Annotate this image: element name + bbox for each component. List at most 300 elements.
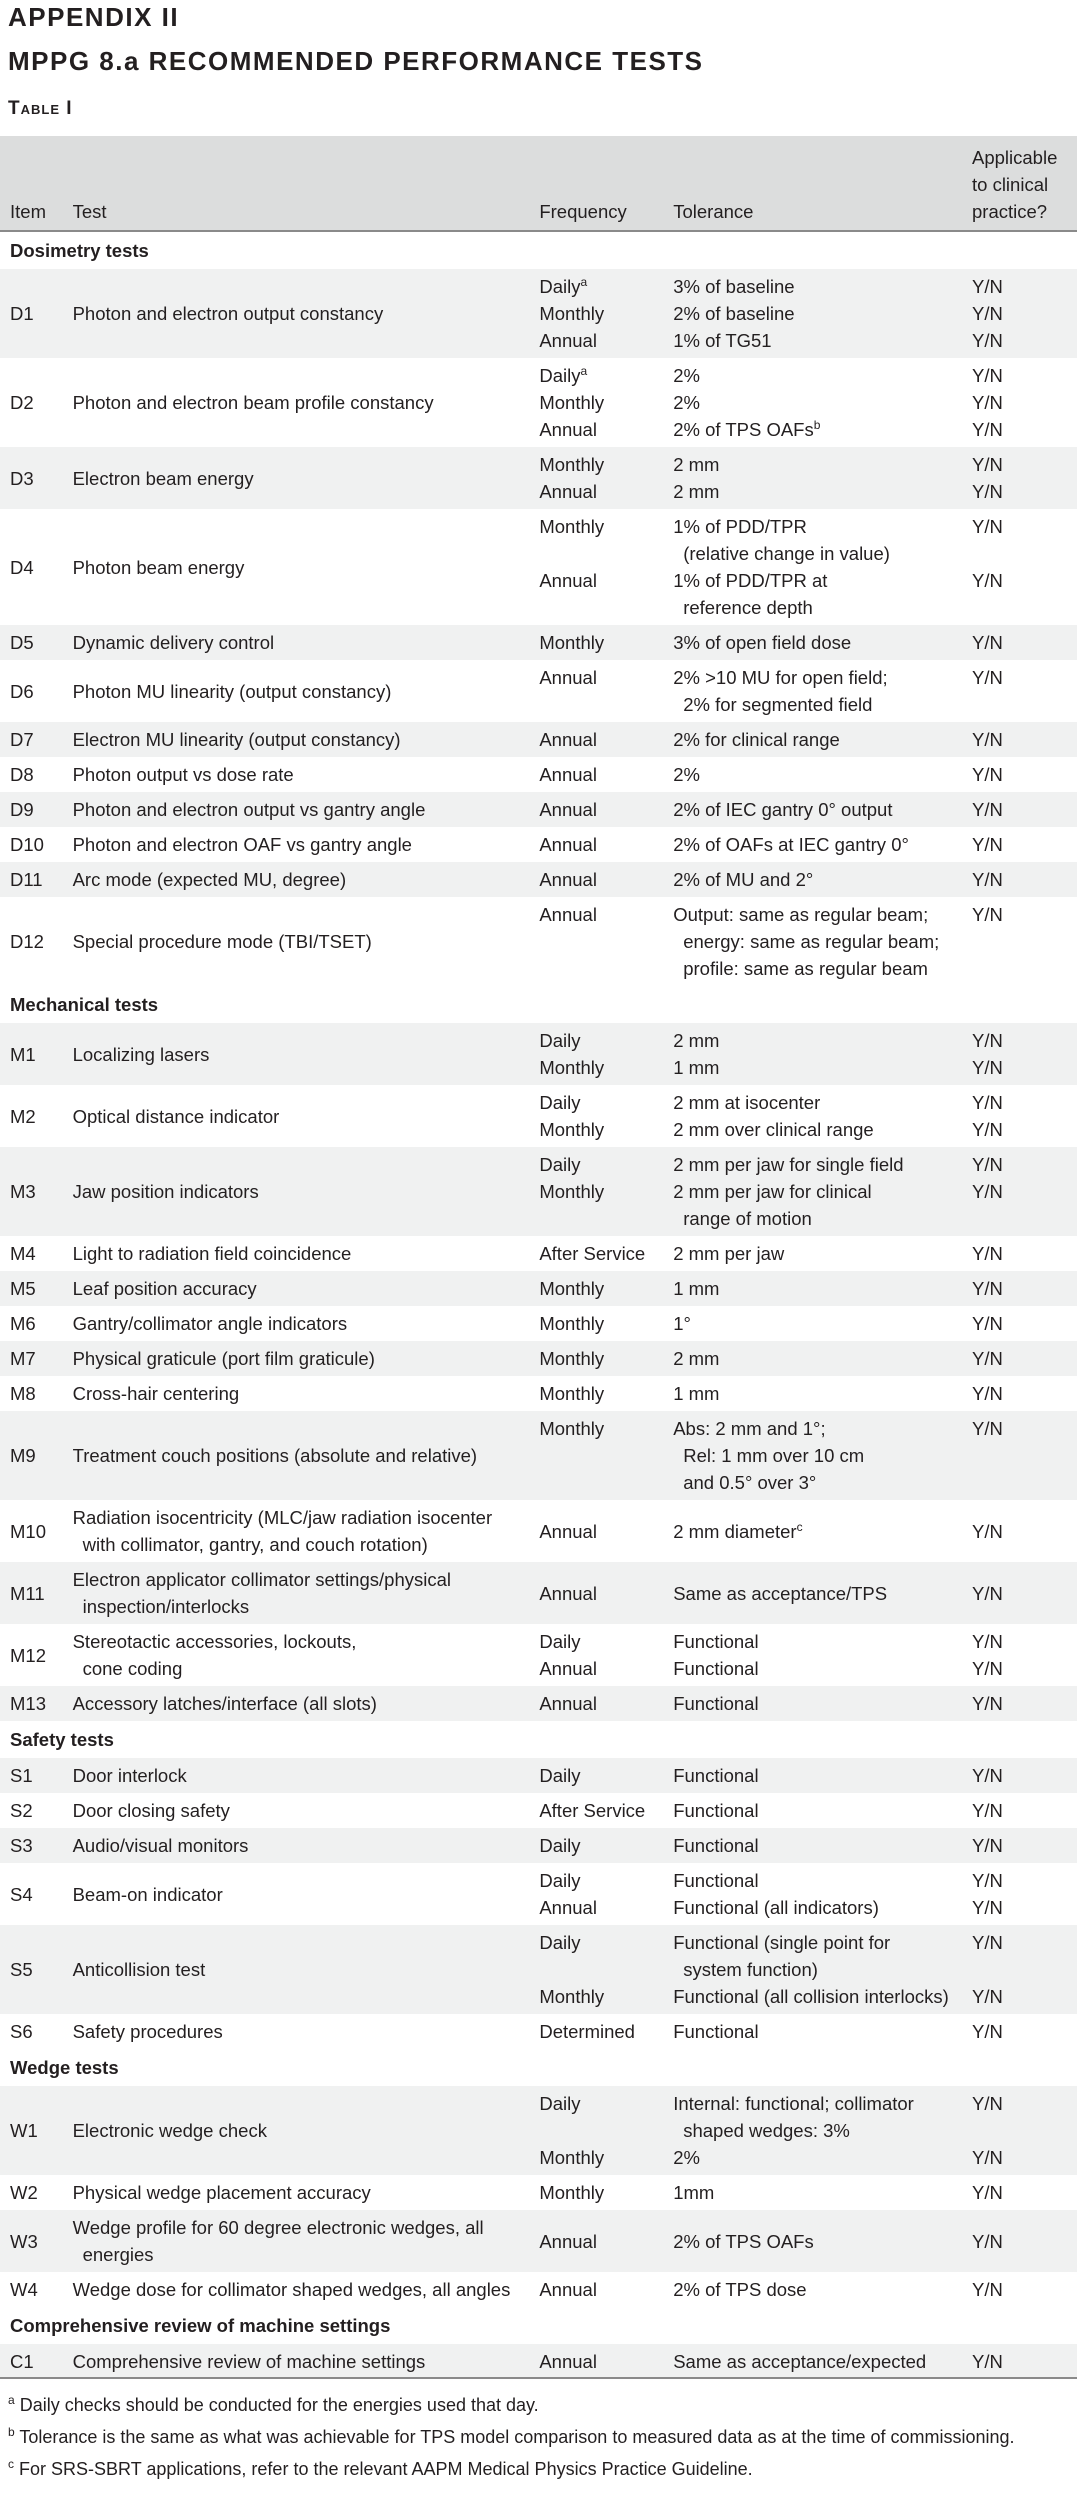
applicable-line [972,478,1067,505]
section-row [0,231,1077,269]
applicable-line-text: Y/N [972,2147,1003,2168]
tolerance-line-text: 1mm [673,2182,715,2203]
test-name-line: cone coding [82,1658,183,1679]
applicable-line [972,451,1067,478]
applicable-cell [962,1147,1077,1236]
applicable-cell [962,1793,1077,1828]
test-name [73,1956,520,1983]
frequency-cell [529,1624,663,1686]
applicable-line [972,796,1067,823]
frequency-line [539,726,653,753]
frequency-cell [529,2210,663,2272]
frequency-cell [529,1341,663,1376]
frequency-line-text: After Service [539,1243,646,1264]
tolerance-cell [663,722,962,757]
applicable-line-text: Y/N [972,1693,1003,1714]
tolerance-cell [663,269,962,358]
table-row [0,1147,1077,1236]
frequency-line-text: Monthly [539,1278,605,1299]
applicable-cell [962,2175,1077,2210]
frequency-line [539,1116,653,1143]
test-name-line: Stereotactic accessories, lockouts, [72,1631,357,1652]
tolerance-line [673,761,952,788]
applicable-cell [962,1023,1077,1085]
test-name-line: Photon and electron beam profile constancy [72,392,434,413]
tolerance-line [673,691,952,718]
table-row [0,625,1077,660]
frequency-line [539,2090,653,2117]
tolerance-line-text: profile: same as regular beam [683,958,928,979]
tolerance-line-text: Functional (single point for [673,1932,891,1953]
item-cell: S5 [0,1925,63,2014]
applicable-cell [962,1271,1077,1306]
test-name [73,300,520,327]
frequency-line-text: Monthly [539,516,605,537]
applicable-line-text: Y/N [972,764,1003,785]
header-frequency: Frequency [529,136,663,231]
applicable-line [972,1762,1067,1789]
applicable-line-text: Y/N [972,1986,1003,2007]
test-cell [63,827,530,862]
frequency-line-text: Annual [539,330,597,351]
applicable-line [972,567,1067,594]
frequency-line-text: Daily [539,1092,581,1113]
section-row [0,2049,1077,2086]
frequency-line [539,664,653,691]
frequency-line-text: Monthly [539,392,605,413]
frequency-cell [529,2086,663,2175]
tolerance-line-text: Output: same as regular beam; [673,904,929,925]
table-row [0,1758,1077,1793]
applicable-cell [962,509,1077,625]
frequency-line [539,2018,653,2045]
frequency-line [539,2117,653,2144]
tolerance-cell [663,827,962,862]
tolerance-cell [663,1271,962,1306]
tolerance-line-text: (relative change in value) [683,543,890,564]
frequency-line-text: Determined [539,2021,635,2042]
tolerance-line-text: 1 mm [673,1383,720,1404]
tolerance-line-text: 3% of baseline [673,276,795,297]
tolerance-cell [663,897,962,986]
tolerance-line [673,1797,952,1824]
tolerance-line [673,1442,952,1469]
tolerance-cell [663,1236,962,1271]
frequency-line-text: Daily [539,1030,581,1051]
applicable-cell [962,358,1077,447]
applicable-line-text: Y/N [972,1520,1003,1542]
applicable-line-text: Y/N [972,1835,1003,1856]
tolerance-line [673,478,952,505]
frequency-line [539,1797,653,1824]
tolerance-line-text: and 0.5° over 3° [683,1472,817,1493]
tolerance-cell [663,2210,962,2272]
table-row [0,1562,1077,1624]
frequency-cell [529,269,663,358]
applicable-cell [962,1562,1077,1624]
test-cell [63,2175,530,2210]
item-cell: S2 [10,1800,33,1821]
applicable-line [972,2228,1067,2255]
frequency-line-text: Monthly [539,454,605,475]
applicable-line [972,2179,1067,2206]
tolerance-line [673,389,952,416]
test-cell [63,1828,530,1863]
footnote-mark: c [8,2457,14,2471]
tolerance-line-text: 2% of baseline [673,303,795,324]
frequency-line-text: After Service [539,1800,646,1821]
test-name-line: Arc mode (expected MU, degree) [72,869,347,890]
item-cell: D1 [0,269,63,358]
tolerance-line [673,327,952,354]
applicable-line [972,1345,1067,1372]
frequency-cell [529,2272,663,2307]
footnote-text: Tolerance is the same as what was achievable for TPS model comparison to measured data as at the time of commissioning. [14,2427,1015,2447]
frequency-cell [529,1147,663,1236]
tolerance-line-text: Same as acceptance/expected [673,2351,927,2372]
frequency-line [539,1345,653,1372]
tolerance-line-text: 2 mm [673,1030,720,1051]
footnote [8,2393,539,2417]
frequency-line [539,478,653,505]
applicable-line [972,1690,1067,1717]
table-row [0,1341,1077,1376]
item-cell: M7 [0,1341,63,1376]
frequency-line-text: Annual [539,869,597,890]
test-cell [63,1758,530,1793]
applicable-line [972,901,1067,928]
tolerance-line [673,2090,952,2117]
test-name [73,1628,520,1682]
applicable-cell [962,447,1077,509]
tolerance-line-text: 1 mm [673,1057,720,1078]
tolerance-line-text: Same as acceptance/TPS [673,1582,888,1604]
frequency-line [539,362,653,389]
header-item: Item [0,136,63,231]
item-cell: D11 [0,862,63,897]
applicable-line-text: Y/N [972,1181,1003,1202]
tolerance-cell [663,862,962,897]
item-cell: W2 [10,2182,38,2203]
test-cell [63,1306,530,1341]
frequency-line [539,629,653,656]
applicable-line-text: Y/N [972,392,1003,413]
frequency-line-text: Monthly [539,2182,605,2203]
frequency-cell [529,1411,663,1500]
tolerance-line [673,2348,952,2375]
footnote-text: For SRS-SBRT applications, refer to the relevant AAPM Medical Physics Practice Guideline. [14,2459,753,2479]
frequency-line [539,1894,653,1921]
frequency-line [539,273,653,300]
frequency-line [539,1690,653,1717]
item-cell: D9 [0,792,63,827]
frequency-line [539,1415,653,1442]
item-cell: W1 [0,2086,63,2175]
applicable-line-text: Y/N [972,2093,1003,2114]
frequency-line-text: Annual [539,481,597,502]
tolerance-line [673,1380,952,1407]
frequency-line [539,1089,653,1116]
frequency-cell [529,1828,663,1863]
item-cell: D10 [10,834,44,855]
applicable-line-text: Y/N [972,2021,1003,2042]
tolerance-line-text: 2 mm over clinical range [673,1119,874,1140]
tolerance-line [673,1518,952,1545]
frequency-line [539,1310,653,1337]
test-name-line: Optical distance indicator [72,1105,280,1127]
frequency-line [539,901,653,928]
test-name [73,1442,520,1469]
frequency-line-text: Monthly [539,303,605,324]
frequency-cell [529,1686,663,1721]
applicable-line [972,629,1067,656]
applicable-line-text: Y/N [972,1800,1003,1821]
tolerance-line-text: 1% of PDD/TPR [673,516,807,537]
test-cell [63,722,530,757]
tolerance-line [673,1929,952,1956]
test-name [73,629,520,656]
table-header-row [0,136,1077,231]
tolerance-line [673,1089,952,1116]
tolerance-line-text: Internal: functional; collimator [673,2093,914,2114]
test-name [73,1690,520,1717]
applicable-line-text: Y/N [972,516,1003,537]
test-name-line: Electronic wedge check [72,2120,267,2141]
item-cell: M11 [0,1562,63,1624]
applicable-line-text: Y/N [972,2230,1003,2252]
test-cell [63,1147,530,1236]
frequency-cell [529,1793,663,1828]
performance-tests-table [0,136,1077,2379]
test-name-line: energies [82,2244,154,2265]
item-cell: D12 [10,931,44,952]
tolerance-line [673,1415,952,1442]
item-cell: M5 [0,1271,63,1306]
tolerance-cell [663,2344,962,2379]
tolerance-line [673,2276,952,2303]
applicable-cell [962,269,1077,358]
tolerance-cell [663,2014,962,2049]
frequency-line-text: Annual [539,570,597,591]
frequency-line [539,1275,653,1302]
test-name [73,831,520,858]
applicable-line [972,1178,1067,1205]
applicable-cell [962,1925,1077,2014]
applicable-line [972,726,1067,753]
frequency-line-text: Monthly [539,2147,605,2168]
tolerance-line-text: 2 mm [673,1348,720,1369]
applicable-line-text: Y/N [972,2182,1003,2203]
applicable-cell [962,1758,1077,1793]
frequency-line [539,327,653,354]
tolerance-line [673,300,952,327]
applicable-cell [962,1376,1077,1411]
table-body [0,231,1077,2379]
test-name-line: Audio/visual monitors [72,1835,249,1856]
tolerance-line [673,1027,952,1054]
test-cell [63,757,530,792]
test-name-line: Photon beam energy [72,556,245,578]
tolerance-cell [663,1562,962,1624]
header-applicable-text: Applicable to clinical practice? [972,147,1058,222]
tolerance-cell [663,1500,962,1562]
applicable-line-text: Y/N [972,2279,1003,2300]
frequency-cell [529,2344,663,2379]
tolerance-line [673,1832,952,1859]
applicable-line-text: Y/N [972,1348,1003,1369]
test-cell [63,2086,530,2175]
applicable-cell [962,792,1077,827]
applicable-line-text: Y/N [972,330,1003,351]
frequency-cell [529,2014,663,2049]
table-row [0,1686,1077,1721]
section-title: Dosimetry tests [10,240,149,261]
frequency-line [539,831,653,858]
tolerance-line [673,1054,952,1081]
frequency-line-text: Annual [539,729,597,750]
applicable-line [972,1240,1067,1267]
table-row [0,447,1077,509]
tolerance-line [673,273,952,300]
frequency-line-text: Annual [539,2351,597,2372]
applicable-line [972,2144,1067,2171]
frequency-cell [529,897,663,986]
header-applicable [962,136,1077,231]
frequency-line [539,416,653,443]
applicable-line [972,416,1067,443]
test-name-line: Physical wedge placement accuracy [72,2182,371,2203]
frequency-line-text: Daily [539,1765,581,1786]
tolerance-line [673,567,952,594]
table-row [0,1624,1077,1686]
section-title: Safety tests [10,1729,114,1750]
applicable-cell [962,1686,1077,1721]
frequency-line-text: Monthly [539,1313,605,1334]
tolerance-line-text: 2% [673,2147,700,2168]
tolerance-cell [663,1376,962,1411]
frequency-line-text: Annual [539,1693,597,1714]
item-cell: S1 [0,1758,63,1793]
frequency-cell [529,1925,663,2014]
tolerance-line [673,726,952,753]
tolerance-line-text: 2% of TPS OAFs [673,2230,814,2252]
tolerance-line [673,1310,952,1337]
test-cell [63,1236,530,1271]
item-cell: D7 [0,722,63,757]
footnote [8,2425,1015,2449]
item-cell: M13 [0,1686,63,1721]
applicable-line-text: Y/N [972,1030,1003,1051]
tolerance-line [673,1178,952,1205]
test-name-line: Accessory latches/interface (all slots) [72,1693,377,1714]
frequency-cell [529,1376,663,1411]
frequency-cell [529,1306,663,1341]
tolerance-line-text: Rel: 1 mm over 10 cm [683,1445,865,1466]
test-name [73,761,520,788]
test-cell [63,2210,530,2272]
tolerance-line [673,1275,952,1302]
applicable-line [972,1628,1067,1655]
test-name [73,1345,520,1372]
table-row [0,1500,1077,1562]
applicable-line-text: Y/N [972,799,1003,820]
tolerance-line-text: Functional [673,1800,759,1821]
frequency-cell [529,625,663,660]
frequency-line [539,1054,653,1081]
table-row [0,1925,1077,2014]
applicable-cell [962,897,1077,986]
applicable-line-text: Y/N [972,1243,1003,1264]
table-row [0,827,1077,862]
frequency-line [539,2179,653,2206]
applicable-line [972,1797,1067,1824]
applicable-line-text: Y/N [972,632,1003,653]
test-cell [63,897,530,986]
tolerance-line-text: 2% [673,764,700,785]
frequency-line [539,1867,653,1894]
tolerance-line [673,1205,952,1232]
applicable-line [972,2276,1067,2303]
applicable-line-text: Y/N [972,303,1003,324]
tolerance-line [673,451,952,478]
test-name [73,928,520,955]
applicable-cell [962,1236,1077,1271]
frequency-line [539,1205,653,1232]
applicable-line-text: Y/N [972,904,1003,925]
footnote-mark: a [8,2393,15,2407]
test-cell [63,2272,530,2307]
test-cell [63,660,530,722]
test-cell [63,1411,530,1500]
test-name [73,866,520,893]
applicable-line [972,664,1067,691]
tolerance-line-text: 1% of PDD/TPR at [673,570,828,591]
tolerance-cell [663,1306,962,1341]
footnote [8,2457,753,2481]
tolerance-line-text: 2 mm per jaw for clinical [673,1181,872,1202]
applicable-line [972,1655,1067,1682]
table-row [0,897,1077,986]
applicable-line [972,2117,1067,2144]
tolerance-cell [663,1341,962,1376]
applicable-line [972,1983,1067,2010]
test-name [73,726,520,753]
tolerance-line-text: Functional [673,1765,759,1786]
frequency-cell [529,358,663,447]
table-row [0,2014,1077,2049]
applicable-cell [962,2086,1077,2175]
frequency-line-text: Monthly [539,1181,605,1202]
tolerance-cell [663,1758,962,1793]
tolerance-line-text: Functional [673,1870,759,1891]
tolerance-line [673,2117,952,2144]
frequency-line [539,567,653,594]
frequency-line [539,1956,653,1983]
item-cell: D6 [10,680,34,702]
tolerance-cell [663,1147,962,1236]
applicable-cell [962,1306,1077,1341]
applicable-line [972,2348,1067,2375]
test-name-line: inspection/interlocks [82,1596,250,1617]
frequency-cell [529,2175,663,2210]
test-name [73,1103,520,1130]
tolerance-line [673,901,952,928]
test-name-line: Leaf position accuracy [72,1278,257,1299]
frequency-cell [529,660,663,722]
test-cell [63,1023,530,1085]
test-name [73,1762,520,1789]
table-row [0,358,1077,447]
